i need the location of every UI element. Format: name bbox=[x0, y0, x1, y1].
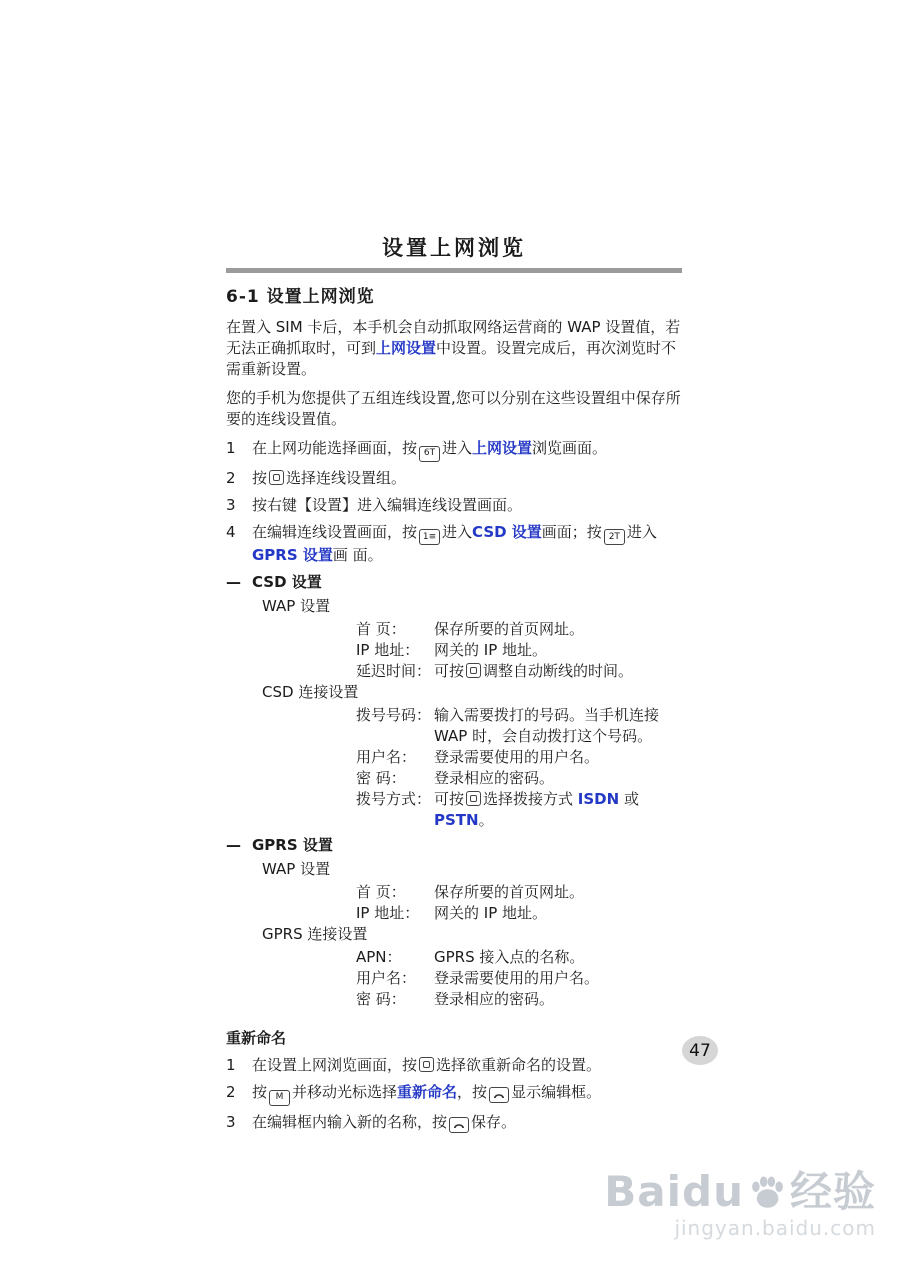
group-heading bbox=[226, 572, 682, 593]
definition-row bbox=[226, 903, 682, 924]
text-segment: 在上网功能选择画面，按 bbox=[252, 439, 418, 457]
linked-term: GPRS 设置 bbox=[252, 546, 333, 564]
text-segment: 进入 bbox=[442, 439, 473, 457]
step-text bbox=[252, 1112, 682, 1133]
numbered-step bbox=[226, 1112, 682, 1133]
group-label: CSD 设置 bbox=[252, 573, 322, 591]
text-segment: GPRS 接入点的名称。 bbox=[434, 948, 585, 966]
linked-term: PSTN bbox=[434, 811, 479, 829]
numbered-step bbox=[226, 1055, 682, 1076]
softkey-2-icon: 2T bbox=[604, 529, 625, 545]
document-body bbox=[226, 317, 682, 1133]
definition-desc bbox=[434, 640, 682, 661]
definition-row bbox=[226, 705, 682, 747]
watermark-brand bbox=[604, 1169, 876, 1215]
definition-term: 拨号号码： bbox=[356, 706, 432, 724]
sub-heading: GPRS 连接设置 bbox=[262, 925, 368, 943]
step-number: 3 bbox=[226, 495, 236, 514]
definition-term: 拨号方式： bbox=[356, 790, 432, 808]
page-content bbox=[226, 234, 682, 1139]
subsection-heading: 重新命名 bbox=[226, 1029, 287, 1047]
text-segment: 。 bbox=[478, 811, 494, 829]
definition-term: 密 码： bbox=[356, 769, 406, 787]
text-segment: 登录相应的密码。 bbox=[434, 990, 555, 1008]
definition-row bbox=[226, 947, 682, 968]
sub-heading: WAP 设置 bbox=[262, 597, 331, 615]
text-segment: 可按 bbox=[434, 790, 465, 808]
definition-desc bbox=[434, 903, 682, 924]
text-segment: 保存所要的首页网址。 bbox=[434, 620, 585, 638]
step-text bbox=[252, 495, 682, 516]
text-segment: 调整自动断线的时间。 bbox=[483, 662, 634, 680]
definition-term: 密 码： bbox=[356, 990, 406, 1008]
step-number: 2 bbox=[226, 1083, 236, 1101]
definition-row bbox=[226, 882, 682, 903]
linked-term: 重新命名 bbox=[397, 1083, 458, 1101]
text-segment: 按 bbox=[252, 468, 268, 487]
section-heading: 6-1 设置上网浏览 bbox=[226, 287, 375, 307]
page-title: 设置上网浏览 bbox=[382, 236, 526, 260]
group-label: GPRS 设置 bbox=[252, 836, 333, 854]
watermark-url: jingyan.baidu.com bbox=[674, 1216, 876, 1240]
title-divider bbox=[226, 268, 682, 273]
dash-marker: — bbox=[226, 836, 241, 854]
text-segment: 进入 bbox=[442, 522, 473, 541]
definition-desc bbox=[434, 661, 682, 682]
linked-term: ISDN bbox=[577, 790, 620, 808]
sub-heading: WAP 设置 bbox=[262, 860, 331, 878]
definition-row bbox=[226, 661, 682, 682]
text-segment: 选择欲重新命名的设置。 bbox=[436, 1056, 602, 1074]
linked-term: CSD 设置 bbox=[472, 522, 542, 541]
text-segment: 中设置。设置完成后，再次浏览时不需重新设置。 bbox=[226, 339, 677, 378]
rocker-key-icon bbox=[466, 791, 481, 806]
text-segment: 浏览画面。 bbox=[532, 439, 608, 457]
definition-term: 首 页： bbox=[356, 620, 406, 638]
definition-row bbox=[226, 768, 682, 789]
step-number: 3 bbox=[226, 1112, 236, 1131]
text-segment: 保存所要的首页网址。 bbox=[434, 883, 585, 901]
rocker-key-icon bbox=[269, 470, 284, 485]
text-segment: 或 bbox=[619, 790, 639, 808]
step-text bbox=[252, 438, 682, 462]
definition-row bbox=[226, 789, 682, 831]
group-heading bbox=[226, 835, 682, 856]
definition-row bbox=[226, 989, 682, 1010]
baidu-paw-icon bbox=[749, 1176, 785, 1209]
definition-term: 用户名： bbox=[356, 969, 417, 987]
text-segment: 按 bbox=[252, 1083, 268, 1101]
step-text bbox=[252, 1082, 682, 1106]
definition-desc bbox=[434, 705, 682, 747]
page-number: 47 bbox=[689, 1040, 711, 1061]
text-segment: 网关的 IP 地址。 bbox=[434, 641, 548, 659]
step-text bbox=[252, 468, 682, 489]
text-segment: 在编辑连线设置画面，按 bbox=[252, 522, 418, 541]
step-text bbox=[252, 1055, 682, 1076]
text-segment: 登录需要使用的用户名。 bbox=[434, 969, 600, 987]
step-number: 1 bbox=[226, 439, 236, 457]
text-segment: 进入 bbox=[626, 522, 657, 541]
sub-heading: CSD 连接设置 bbox=[262, 683, 359, 701]
dash-marker: — bbox=[226, 573, 241, 591]
definition-row bbox=[226, 619, 682, 640]
text-segment: 登录需要使用的用户名。 bbox=[434, 748, 600, 766]
watermark bbox=[604, 1169, 876, 1240]
text-segment: 在编辑框内输入新的名称，按 bbox=[252, 1112, 448, 1131]
text-segment: 画面；按 bbox=[541, 522, 602, 541]
jingyan-wordmark: 经验 bbox=[789, 1167, 876, 1216]
definition-desc bbox=[434, 882, 682, 903]
text-segment: 选择拨接方式 bbox=[483, 790, 578, 808]
text-segment: 保存。 bbox=[471, 1112, 517, 1131]
definition-desc bbox=[434, 768, 682, 789]
paragraph bbox=[226, 317, 682, 380]
call-key-icon bbox=[449, 1117, 469, 1133]
definition-desc bbox=[434, 989, 682, 1010]
browser-softkey-icon: 6T bbox=[419, 446, 440, 462]
definition-term: IP 地址： bbox=[356, 641, 420, 659]
definition-row bbox=[226, 968, 682, 989]
text-segment: 在设置上网浏览画面，按 bbox=[252, 1056, 418, 1074]
text-segment: 选择连线设置组。 bbox=[286, 468, 407, 487]
definition-term: IP 地址： bbox=[356, 904, 420, 922]
text-segment: 画 面。 bbox=[332, 546, 383, 564]
text-segment: 按右键【设置】进入编辑连线设置画面。 bbox=[252, 495, 523, 514]
text-segment: 您的手机为您提供了五组连线设置,您可以分别在这些设置组中保存所要的连线设置值。 bbox=[226, 389, 681, 428]
definition-desc bbox=[434, 789, 682, 831]
numbered-step bbox=[226, 1082, 682, 1106]
step-text bbox=[252, 522, 682, 567]
step-number: 4 bbox=[226, 522, 236, 541]
step-number: 2 bbox=[226, 468, 236, 487]
text-segment: 并移动光标选择 bbox=[292, 1083, 398, 1101]
page-number-badge bbox=[682, 1036, 718, 1065]
text-segment: 可按 bbox=[434, 662, 465, 680]
numbered-step bbox=[226, 495, 682, 516]
text-segment: 网关的 IP 地址。 bbox=[434, 904, 548, 922]
numbered-step bbox=[226, 468, 682, 489]
definition-desc bbox=[434, 947, 682, 968]
numbered-step bbox=[226, 438, 682, 462]
text-segment: 输入需要拨打的号码。当手机连接 WAP 时，会自动拨打这个号码。 bbox=[434, 706, 660, 745]
definition-desc bbox=[434, 968, 682, 989]
text-segment: 在置入 SIM 卡后，本手机会自动抓取网络运营商的 WAP 设置值，若无法正确抓取时，可到 bbox=[226, 318, 681, 357]
menu-key-icon: M bbox=[269, 1090, 290, 1106]
baidu-wordmark: Baidu bbox=[604, 1167, 744, 1216]
paragraph bbox=[226, 388, 682, 430]
rocker-key-icon bbox=[466, 663, 481, 678]
definition-term: APN： bbox=[356, 948, 402, 966]
definition-term: 首 页： bbox=[356, 883, 406, 901]
softkey-1-icon: 1≡ bbox=[419, 529, 440, 545]
step-number: 1 bbox=[226, 1056, 236, 1074]
definition-desc bbox=[434, 747, 682, 768]
text-segment: 登录相应的密码。 bbox=[434, 769, 555, 787]
definition-term: 用户名： bbox=[356, 748, 417, 766]
text-segment: 显示编辑框。 bbox=[511, 1083, 602, 1101]
definition-row bbox=[226, 640, 682, 661]
definition-row bbox=[226, 747, 682, 768]
call-key-icon bbox=[489, 1087, 509, 1103]
linked-term: 上网设置 bbox=[472, 439, 533, 457]
definition-term: 延迟时间： bbox=[356, 662, 432, 680]
linked-term: 上网设置 bbox=[376, 339, 437, 357]
rocker-key-icon bbox=[419, 1057, 434, 1072]
definition-desc bbox=[434, 619, 682, 640]
text-segment: ，按 bbox=[457, 1083, 488, 1101]
numbered-step bbox=[226, 522, 682, 567]
